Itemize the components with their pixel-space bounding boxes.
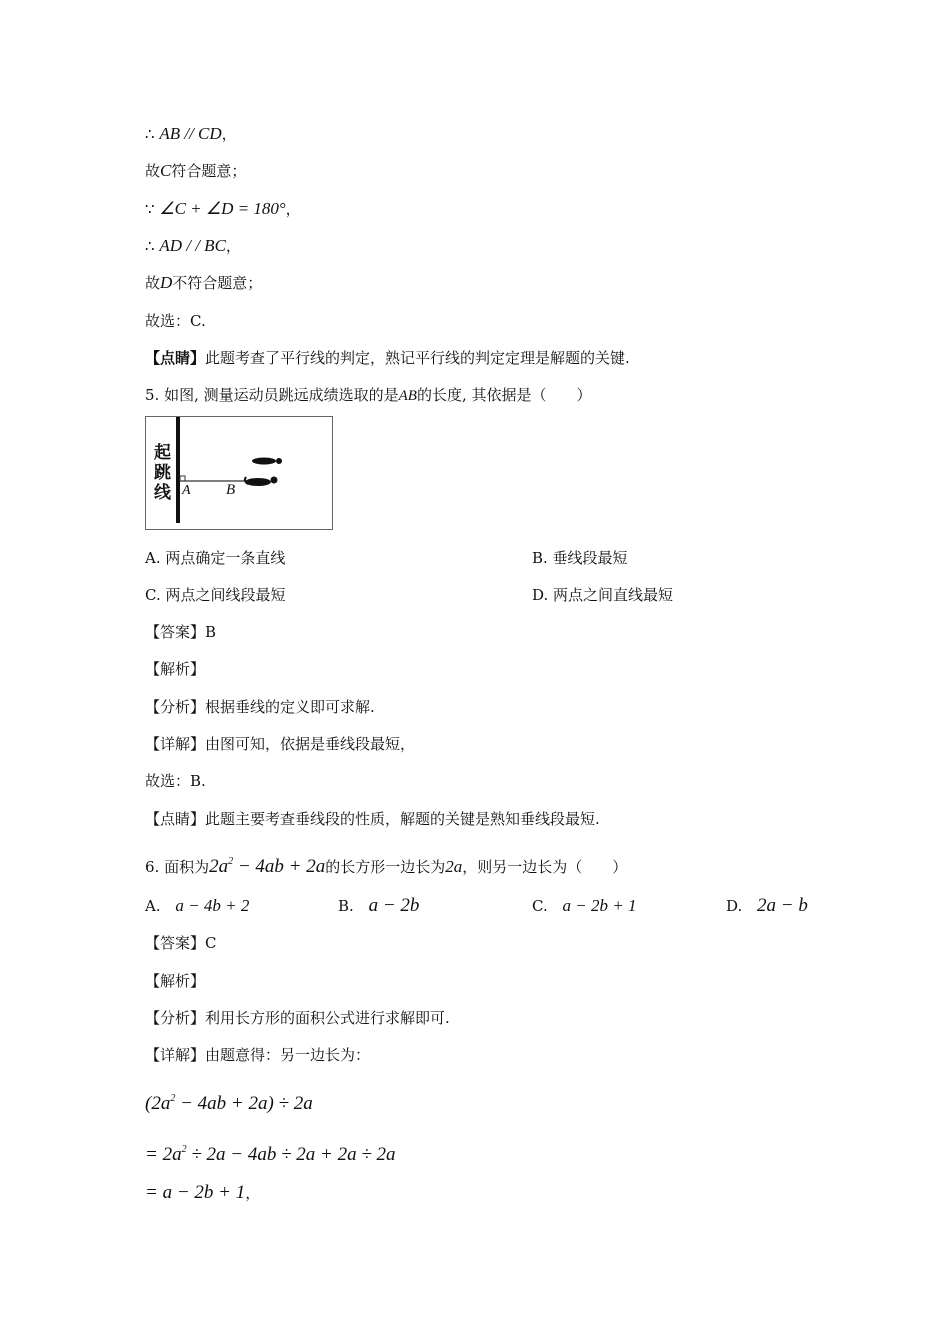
q5-analysis: 【解析】 xyxy=(145,660,206,678)
q5-option-d[interactable]: D. 两点之间直线最短 xyxy=(532,586,674,604)
math-expr: ∠C + ∠D = 180° xyxy=(159,199,286,218)
right-angle-mark xyxy=(180,476,185,481)
text: 此题考查了平行线的判定，熟记平行线的判定定理是解题的关键. xyxy=(205,349,630,367)
exponent: 2 xyxy=(228,856,234,867)
math-expr: = a − 2b + 1 xyxy=(145,1182,246,1203)
text: 6. 面积为 xyxy=(145,858,210,876)
label-char: 起 xyxy=(154,443,171,463)
q6-stem xyxy=(145,850,627,879)
tag-xiangjie: 【详解】 xyxy=(145,735,206,753)
text: 由题意得：另一边长为： xyxy=(205,1046,371,1064)
tag-dianjing: 【点睛】 xyxy=(145,349,206,367)
math-expr xyxy=(145,1093,313,1114)
answer-value: B xyxy=(205,623,217,641)
math-expr: AB // CD xyxy=(159,124,222,143)
math-expr: a − 2b xyxy=(368,895,420,916)
option-label: B. xyxy=(338,897,354,915)
q5-option-c[interactable]: C. 两点之间线段最短 xyxy=(145,586,286,604)
exponent: 2 xyxy=(170,1093,176,1104)
text: 故 xyxy=(145,274,161,292)
q6-analysis: 【解析】 xyxy=(145,972,206,990)
option-label: A. xyxy=(145,897,161,915)
option-label: D. xyxy=(726,897,743,915)
footprint-icon xyxy=(245,458,282,487)
tag-answer: 【答案】 xyxy=(145,623,206,641)
math-part: 2a xyxy=(209,856,229,877)
because-symbol: ∵ xyxy=(145,200,155,218)
math-expr: a − 2b + 1 xyxy=(562,896,637,915)
math-expr: D xyxy=(160,273,173,292)
answer-value: C xyxy=(205,934,217,952)
long-jump-figure xyxy=(145,416,333,530)
text: 5. 如图, 测量运动员跳远成绩选取的是 xyxy=(145,386,399,404)
therefore-symbol: ∴ xyxy=(145,125,155,143)
math-part: − 4ab + 2a) ÷ 2a xyxy=(175,1093,313,1114)
q6-equation-1 xyxy=(145,1087,313,1116)
tag-fenxi: 【分析】 xyxy=(145,698,206,716)
q5-xiangjie xyxy=(145,734,415,754)
punct: ， xyxy=(225,237,241,255)
point-b-label: B xyxy=(226,482,236,498)
q6-option-d[interactable] xyxy=(726,896,808,916)
math-expr: 2a − b xyxy=(757,895,808,916)
tag-xiangjie: 【详解】 xyxy=(145,1046,206,1064)
q6-xiangjie xyxy=(145,1045,370,1065)
text: 的长度, 其依据是（ ） xyxy=(416,386,592,404)
math-expr: AD / / BC xyxy=(159,236,226,255)
q6-equation-3 xyxy=(145,1181,260,1205)
tag-dianjing: 【点睛】 xyxy=(145,810,206,828)
q5-stem xyxy=(145,385,592,406)
math-expr: a − 4b + 2 xyxy=(175,896,250,915)
line-c-fits xyxy=(145,161,246,181)
q5-dianjing xyxy=(145,809,600,829)
math-part: = 2a xyxy=(145,1144,182,1165)
line-ad-parallel-bc xyxy=(145,236,241,256)
q6-option-c[interactable] xyxy=(532,896,636,916)
q6-equation-2 xyxy=(145,1138,396,1167)
math-expr xyxy=(209,856,325,877)
q5-option-b[interactable]: B. 垂线段最短 xyxy=(532,549,628,567)
text: 此题主要考查垂线段的性质，解题的关键是熟知垂线段最短. xyxy=(205,810,600,828)
math-expr xyxy=(145,1144,396,1165)
text: ，则另一边长为（ ） xyxy=(462,858,628,876)
text: 符合题意； xyxy=(171,162,247,180)
punct: ， xyxy=(285,200,301,218)
q6-option-a[interactable] xyxy=(145,896,249,916)
therefore-symbol: ∴ xyxy=(145,237,155,255)
text: 故 xyxy=(145,162,161,180)
q6-answer xyxy=(145,933,217,953)
q6-fenxi xyxy=(145,1008,450,1028)
line-dianjing xyxy=(145,348,630,368)
punct: ， xyxy=(221,125,237,143)
line-ab-parallel-cd xyxy=(145,124,237,144)
math-part: (2a xyxy=(145,1093,171,1114)
option-label: C. xyxy=(532,897,548,915)
label-char: 跳 xyxy=(154,463,171,483)
math-expr: 2a xyxy=(445,857,463,876)
q5-choose: 故选：B. xyxy=(145,772,206,790)
exponent: 2 xyxy=(181,1144,187,1155)
text: 由图可知，依据是垂线段最短， xyxy=(205,735,416,753)
math-expr: C xyxy=(160,161,172,180)
line-choose: 故选：C. xyxy=(145,312,206,330)
takeoff-label xyxy=(154,443,174,503)
q5-answer xyxy=(145,622,216,642)
tag-answer: 【答案】 xyxy=(145,934,206,952)
text: 利用长方形的面积公式进行求解即可. xyxy=(205,1009,450,1027)
q5-option-a[interactable]: A. 两点确定一条直线 xyxy=(145,549,286,567)
label-char: 线 xyxy=(154,483,171,503)
punct: ， xyxy=(245,1184,261,1202)
tag-fenxi: 【分析】 xyxy=(145,1009,206,1027)
math-part: ÷ 2a − 4ab ÷ 2a + 2a ÷ 2a xyxy=(186,1144,396,1165)
math-part: − 4ab + 2a xyxy=(233,856,326,877)
text: 不符合题意； xyxy=(172,274,263,292)
line-angle-sum xyxy=(145,199,301,219)
math-expr: AB xyxy=(398,388,417,404)
q5-fenxi xyxy=(145,697,375,717)
q6-option-b[interactable] xyxy=(338,896,419,916)
point-a-label: A xyxy=(182,483,191,498)
line-d-not-fits xyxy=(145,273,262,293)
text: 根据垂线的定义即可求解. xyxy=(205,698,375,716)
text: 的长方形一边长为 xyxy=(325,858,446,876)
